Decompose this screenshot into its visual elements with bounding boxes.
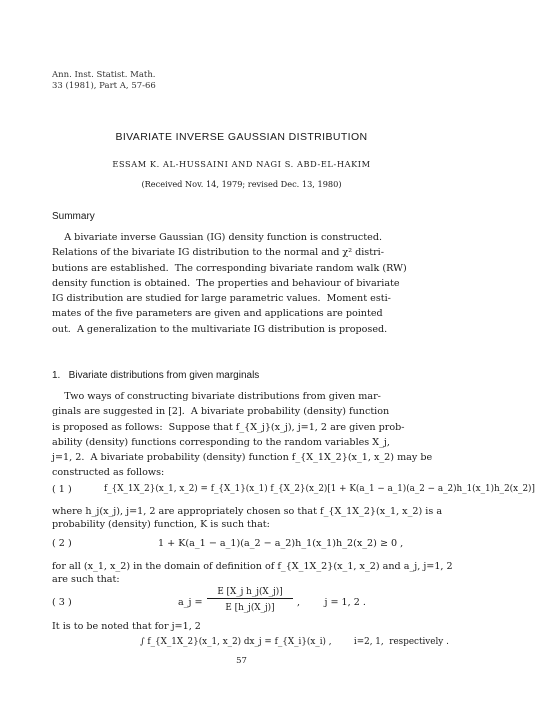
equation-2: 1 + K(a_1 − a_1)(a_2 − a_2)h_1(x_1)h_2(x_2) ≥ 0 ,	[158, 538, 404, 549]
summary-line: Relations of the bivariate IG distribution to the normal and χ² distri-	[52, 247, 384, 259]
summary-line: A bivariate inverse Gaussian (IG) density function is constructed.	[52, 232, 383, 243]
equation-4: ∫ f_{X_1X_2}(x_1, x_2) dx_j = f_{X_i}(x_i) , i=2, 1, respectively .	[140, 637, 449, 647]
summary-line: out. A generalization to the multivariate IG distribution is proposed.	[52, 323, 388, 335]
text-line: where h_j(x_j), j=1, 2 are appropriately chosen so that f_{X_1X_2}(x_1, x_2) is a	[52, 506, 443, 517]
summary-heading: Summary	[52, 211, 95, 222]
summary-paragraph	[52, 230, 407, 337]
text-line: for all (x_1, x_2) in the domain of definition of f_{X_1X_2}(x_1, x_2) and a_j, j=1, 2	[52, 561, 453, 572]
section-1-paragraph	[52, 389, 432, 481]
page-number: 57	[236, 656, 247, 666]
section-1-line: j=1, 2. A bivariate probability (density) function f_{X_1X_2}(x_1, x_2) may be	[52, 452, 433, 464]
paper-authors: ESSAM K. AL-HUSSAINI AND NAGI S. ABD-EL-HAKIM	[112, 159, 371, 169]
section-1-line: constructed as follows:	[52, 467, 165, 479]
journal-line-1: Ann. Inst. Statist. Math.	[52, 70, 156, 80]
section-1-line: ability (density) functions corresponding to the random variables X_j,	[52, 436, 390, 448]
after-equation-3: It is to be noted that for j=1, 2	[52, 621, 201, 632]
equation-1: f_{X_1X_2}(x_1, x_2) = f_{X_1}(x_1) f_{X_2}(x_2)[1 + K(a_1 − a_1)(a_2 − a_2)h_1(x_1)h_2(x_2)]	[104, 484, 535, 494]
summary-line: mates of the five parameters are given and applications are pointed	[52, 308, 383, 320]
summary-line: butions are established. The corresponding bivariate random walk (RW)	[52, 262, 407, 274]
text-line: are such that:	[52, 574, 120, 585]
section-1-line: ginals are suggested in [2]. A bivariate probability (density) function	[52, 406, 390, 418]
section-1-line: Two ways of constructing bivariate distributions from given mar-	[52, 391, 381, 402]
section-1-heading: 1. Bivariate distributions from given marginals	[52, 370, 260, 381]
received-dates: (Received Nov. 14, 1979; revised Dec. 13, 1980)	[141, 179, 342, 189]
journal-citation	[52, 70, 156, 92]
journal-line-2: 33 (1981), Part A, 57-66	[52, 81, 156, 91]
summary-line: density function is obtained. The properties and behaviour of bivariate	[52, 277, 400, 289]
section-1-line: is proposed as follows: Suppose that f_{X_j}(x_j), j=1, 2 are given prob-	[52, 421, 405, 433]
equation-3-denominator: E [h_j(X_j)]	[225, 603, 275, 613]
summary-line: IG distribution are studied for large parametric values. Moment esti-	[52, 293, 391, 305]
equation-3-tail: , j = 1, 2 .	[297, 597, 366, 608]
after-equation-1	[52, 505, 442, 531]
equation-1-number: ( 1 )	[52, 484, 72, 495]
equation-3-number: ( 3 )	[52, 597, 72, 608]
equation-3-numerator: E [X_j h_j(X_j)]	[207, 587, 293, 599]
paper-title: BIVARIATE INVERSE GAUSSIAN DISTRIBUTION	[115, 131, 368, 143]
equation-2-number: ( 2 )	[52, 538, 72, 549]
equation-3-lhs: a_j =	[178, 597, 203, 608]
after-equation-2	[52, 560, 453, 586]
text-line: probability (density) function, K is such that:	[52, 519, 270, 530]
